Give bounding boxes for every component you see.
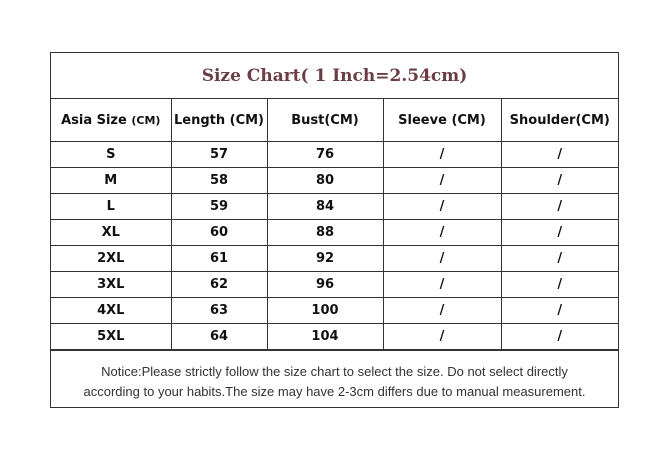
cell-length: 58 [171, 168, 267, 194]
cell-length: 63 [171, 298, 267, 324]
cell-shoulder: / [501, 298, 618, 324]
cell-size: L [51, 194, 171, 220]
cell-bust: 88 [267, 220, 383, 246]
cell-shoulder: / [501, 324, 618, 350]
cell-size: 5XL [51, 324, 171, 350]
notice-line-2: according to your habits.The size may have 2-3cm differs due to manual measurement. [83, 383, 586, 399]
table-row [51, 168, 618, 194]
cell-length: 62 [171, 272, 267, 298]
cell-sleeve: / [383, 194, 501, 220]
cell-bust: 76 [267, 142, 383, 168]
cell-sleeve: / [383, 272, 501, 298]
table-row [51, 142, 618, 168]
cell-length: 60 [171, 220, 267, 246]
size-chart [50, 52, 619, 408]
table-row [51, 194, 618, 220]
cell-size: M [51, 168, 171, 194]
table-row [51, 272, 618, 298]
header-shoulder: Shoulder(CM) [501, 99, 618, 142]
cell-sleeve: / [383, 220, 501, 246]
chart-title: Size Chart( 1 Inch=2.54cm) [51, 53, 618, 99]
table-row [51, 220, 618, 246]
cell-length: 61 [171, 246, 267, 272]
cell-size: 3XL [51, 272, 171, 298]
cell-length: 59 [171, 194, 267, 220]
cell-sleeve: / [383, 246, 501, 272]
cell-size: XL [51, 220, 171, 246]
cell-sleeve: / [383, 168, 501, 194]
cell-size: 2XL [51, 246, 171, 272]
header-asia-size [51, 99, 171, 142]
size-table [51, 99, 618, 350]
cell-size: S [51, 142, 171, 168]
header-asia-size-unit: (CM) [131, 113, 161, 127]
header-asia-size-label: Asia Size [61, 112, 132, 128]
header-sleeve: Sleeve (CM) [383, 99, 501, 142]
table-row [51, 324, 618, 350]
cell-bust: 80 [267, 168, 383, 194]
cell-length: 57 [171, 142, 267, 168]
table-row [51, 246, 618, 272]
cell-shoulder: / [501, 272, 618, 298]
cell-shoulder: / [501, 220, 618, 246]
cell-bust: 104 [267, 324, 383, 350]
cell-length: 64 [171, 324, 267, 350]
header-length: Length (CM) [171, 99, 267, 142]
cell-sleeve: / [383, 298, 501, 324]
cell-bust: 100 [267, 298, 383, 324]
cell-shoulder: / [501, 168, 618, 194]
cell-shoulder: / [501, 246, 618, 272]
cell-shoulder: / [501, 142, 618, 168]
header-bust: Bust(CM) [267, 99, 383, 142]
notice-text [51, 350, 618, 412]
notice-line-1: Notice:Please strictly follow the size chart to select the size. Do not select directly [101, 363, 568, 379]
cell-bust: 84 [267, 194, 383, 220]
cell-shoulder: / [501, 194, 618, 220]
cell-bust: 92 [267, 246, 383, 272]
cell-sleeve: / [383, 324, 501, 350]
cell-sleeve: / [383, 142, 501, 168]
header-row [51, 99, 618, 142]
cell-size: 4XL [51, 298, 171, 324]
table-row [51, 298, 618, 324]
cell-bust: 96 [267, 272, 383, 298]
